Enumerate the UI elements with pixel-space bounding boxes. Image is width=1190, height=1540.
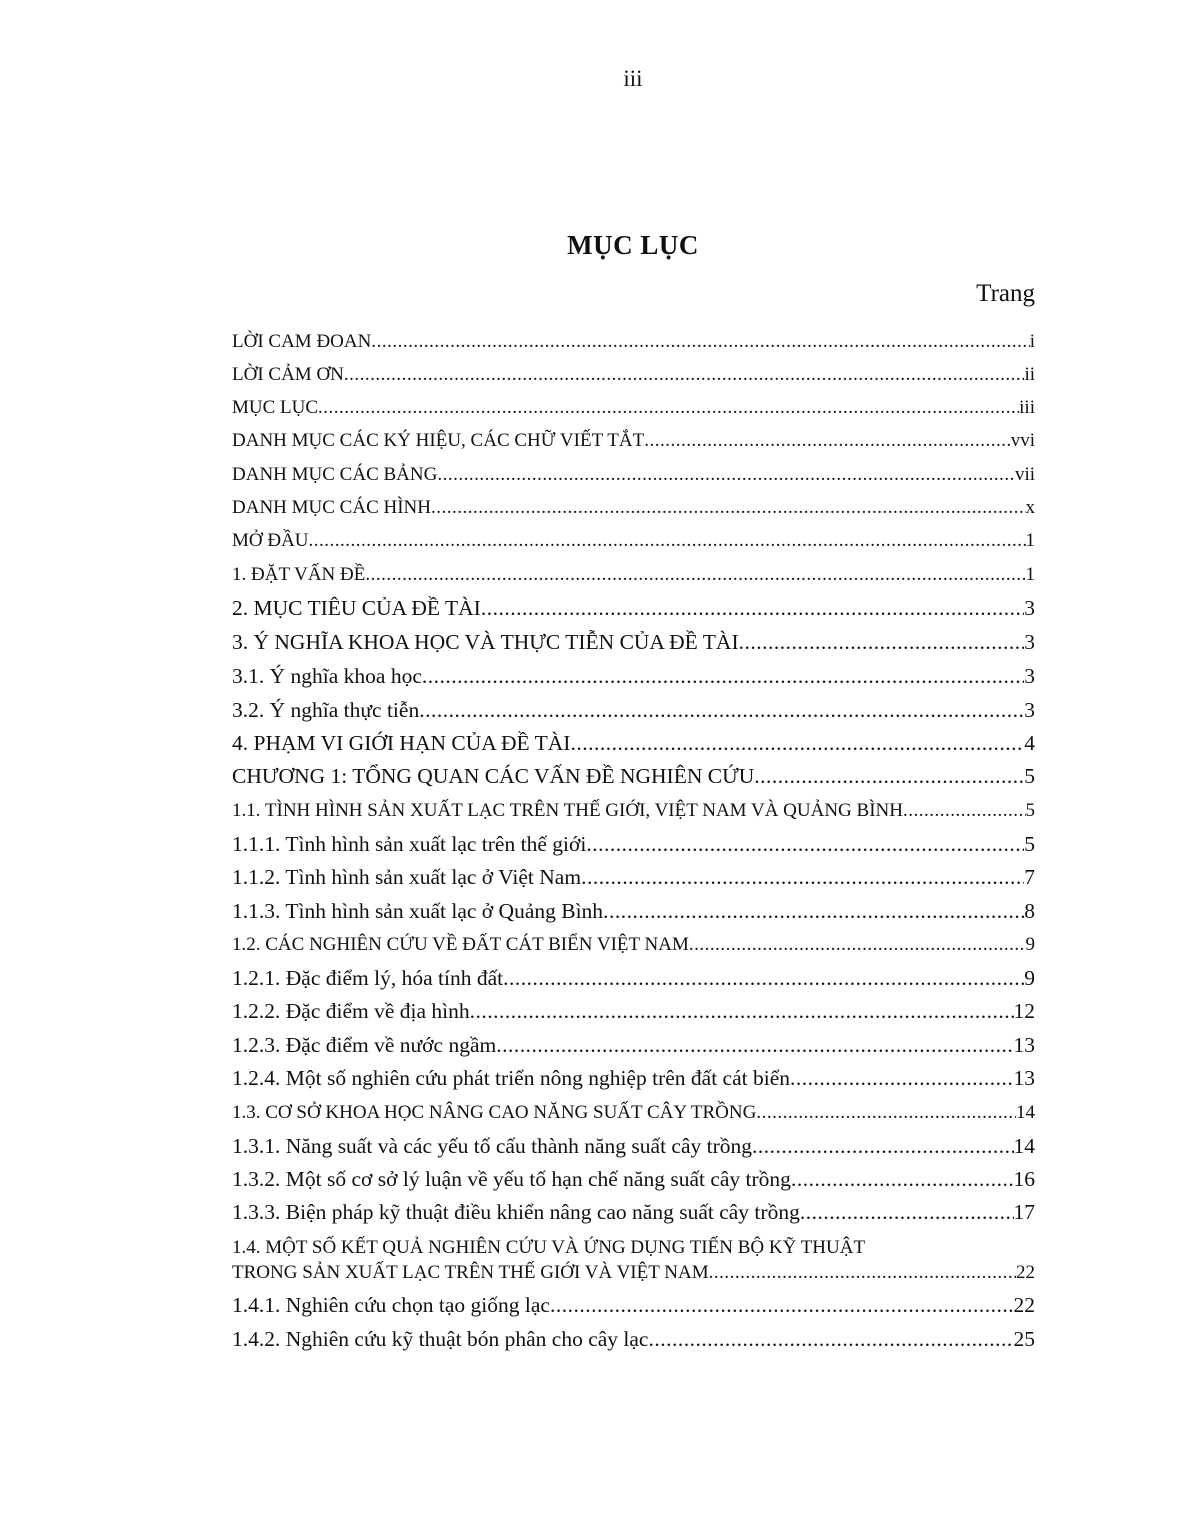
toc-entry-label: DANH MỤC CÁC BẢNG [232, 464, 438, 485]
toc-entry[interactable] [232, 527, 1035, 555]
toc-entry-label: 1.2. CÁC NGHIÊN CỨU VỀ ĐẤT CÁT BIỂN VIỆT NAM [232, 934, 689, 955]
toc-entry-label: 1.2.2. Đặc điểm về địa hình [232, 999, 470, 1023]
toc-entry[interactable] [232, 931, 1035, 959]
toc-entry-label: MỤC LỤC [232, 397, 319, 418]
toc-entry-label: DANH MỤC CÁC HÌNH [232, 497, 431, 518]
toc-entry[interactable] [232, 696, 1035, 724]
toc-entry[interactable] [232, 1165, 1035, 1193]
toc-dot-leader [603, 897, 1024, 925]
toc-entry-page: 9 [1025, 934, 1035, 955]
toc-entry-label: 1.3.2. Một số cơ sở lý luận về yếu tố hạn chế năng suất cây trồng [232, 1167, 791, 1191]
toc-entry-page: vvi [1010, 430, 1035, 451]
toc-entry-label: 1.2.4. Một số nghiên cứu phát triển nông nghiệp trên đất cát biển [232, 1066, 790, 1090]
toc-entry[interactable] [232, 662, 1035, 690]
toc-entry[interactable] [232, 1198, 1035, 1226]
toc-entry[interactable] [232, 361, 1035, 389]
toc-entry-page: 25 [1013, 1327, 1035, 1351]
toc-entry[interactable] [232, 461, 1035, 489]
toc-entry-label: 1.1.3. Tình hình sản xuất lạc ở Quảng Bình [232, 899, 604, 923]
toc-entry-label: 1. ĐẶT VẤN ĐỀ [232, 564, 366, 585]
toc-entry[interactable] [232, 762, 1035, 790]
toc-entry-label: 1.4. MỘT SỐ KẾT QUẢ NGHIÊN CỨU VÀ ỨNG DỤNG TIẾN BỘ KỸ THUẬT [232, 1237, 866, 1258]
toc-entry-label: 1.1. TÌNH HÌNH SẢN XUẤT LẠC TRÊN THẾ GIỚI, VIỆT NAM VÀ QUẢNG BÌNH [232, 800, 903, 821]
toc-dot-leader [365, 561, 1025, 589]
toc-dot-leader [481, 594, 1024, 622]
toc-dot-leader [800, 1198, 1014, 1226]
toc-entry-page: 16 [1013, 1167, 1035, 1191]
toc-dot-leader [644, 427, 1011, 455]
toc-entry-label: 1.3.3. Biện pháp kỹ thuật điều khiển nâng cao năng suất cây trồng [232, 1200, 800, 1224]
toc-entry[interactable] [232, 394, 1035, 422]
toc-entry-page: 1 [1025, 530, 1035, 551]
toc-dot-leader [419, 696, 1024, 724]
toc-entry[interactable] [232, 830, 1035, 858]
toc-entry-page: 3 [1024, 664, 1035, 688]
toc-entry[interactable] [232, 594, 1035, 622]
toc-entry[interactable] [232, 1291, 1035, 1319]
toc-entry-page: 1 [1025, 564, 1035, 585]
toc-entry-label: 1.2.1. Đặc điểm lý, hóa tính đất [232, 966, 504, 990]
toc-entry[interactable] [232, 797, 1035, 825]
toc-dot-leader [752, 1132, 1013, 1160]
toc-entry-page: 13 [1013, 1066, 1035, 1090]
toc-dot-leader [422, 662, 1024, 690]
toc-dot-leader [318, 394, 1019, 422]
toc-entry[interactable] [232, 964, 1035, 992]
toc-dot-leader [689, 931, 1026, 959]
page-column-label: Trang [976, 280, 1035, 307]
toc-entry-page: ii [1024, 364, 1035, 385]
toc-entry-label: 1.1.1. Tình hình sản xuất lạc trên thế giới [232, 832, 587, 856]
toc-entry-page: 17 [1013, 1200, 1035, 1224]
toc-dot-leader [648, 1325, 1013, 1353]
toc-dot-leader [756, 1099, 1016, 1127]
toc-dot-leader [309, 527, 1026, 555]
toc-entry-label: 3. Ý NGHĨA KHOA HỌC VÀ THỰC TIỄN CỦA ĐỀ TÀI [232, 630, 739, 654]
toc-entry-page: 5 [1024, 764, 1035, 788]
toc-entry-page: iii [1019, 397, 1035, 418]
toc-entry-label: 1.3. CƠ SỞ KHOA HỌC NÂNG CAO NĂNG SUẤT CÂY TRỒNG [232, 1102, 757, 1123]
toc-entry[interactable] [232, 897, 1035, 925]
toc-entry[interactable] [232, 628, 1035, 656]
toc-entry-line [232, 1260, 1035, 1285]
toc-entry[interactable] [232, 1064, 1035, 1092]
toc-dot-leader [503, 964, 1024, 992]
toc-entry[interactable] [232, 729, 1035, 757]
toc-dot-leader [581, 863, 1024, 891]
toc-entry-page: 13 [1013, 1033, 1035, 1057]
toc-entry-label: 1.3.1. Năng suất và các yếu tố cấu thành năng suất cây trồng [232, 1134, 753, 1158]
toc-entry-page: i [1029, 331, 1035, 352]
toc-entry-page: 12 [1013, 999, 1035, 1023]
toc-entry-label: MỞ ĐẦU [232, 530, 309, 551]
toc-entry-label: 1.4.2. Nghiên cứu kỹ thuật bón phân cho cây lạc [232, 1327, 649, 1351]
toc-entry-label: LỜI CẢM ƠN [232, 364, 344, 385]
toc-dot-leader [739, 628, 1025, 656]
toc-entry-page: 22 [1013, 1293, 1035, 1317]
toc-entry[interactable] [232, 427, 1035, 455]
toc-entry[interactable] [232, 328, 1035, 356]
toc-dot-leader [790, 1064, 1014, 1092]
toc-entry-page: 22 [1016, 1262, 1035, 1283]
toc-entry[interactable] [232, 997, 1035, 1025]
toc-entry-page: x [1025, 497, 1035, 518]
toc-dot-leader [550, 1291, 1014, 1319]
toc-dot-leader [754, 762, 1024, 790]
toc-entry[interactable] [232, 863, 1035, 891]
toc-entry-label: LỜI CAM ĐOAN [232, 331, 372, 352]
toc-entry-label: 1.1.2. Tình hình sản xuất lạc ở Việt Nam [232, 865, 582, 889]
toc-entry-page: 8 [1024, 899, 1035, 923]
toc-dot-leader [496, 1031, 1013, 1059]
toc-entry-label: 3.2. Ý nghĩa thực tiễn [232, 698, 420, 722]
toc-entry[interactable] [232, 1235, 1035, 1285]
toc-entry[interactable] [232, 1132, 1035, 1160]
toc-dot-leader [437, 461, 1015, 489]
toc-dot-leader [570, 729, 1024, 757]
toc-entry-page: vii [1014, 464, 1035, 485]
toc-entry[interactable] [232, 561, 1035, 589]
page-number: iii [623, 66, 643, 91]
toc-entry-label: CHƯƠNG 1: TỔNG QUAN CÁC VẤN ĐỀ NGHIÊN CỨU [232, 764, 755, 788]
page-title: MỤC LỤC [567, 230, 699, 260]
toc-entry-label: 4. PHẠM VI GIỚI HẠN CỦA ĐỀ TÀI [232, 731, 571, 755]
toc-entry-page: 9 [1024, 966, 1035, 990]
toc-entry-page: 14 [1016, 1102, 1035, 1123]
toc-dot-leader [903, 797, 1026, 825]
toc-dot-leader [431, 494, 1026, 522]
toc-entry-page: 3 [1024, 698, 1035, 722]
toc-entry[interactable] [232, 1099, 1035, 1127]
toc-entry[interactable] [232, 494, 1035, 522]
toc-entry-page: 7 [1024, 865, 1035, 889]
toc-entry-label: 1.4.1. Nghiên cứu chọn tạo giống lạc [232, 1293, 550, 1317]
toc-entry-page: 4 [1024, 731, 1035, 755]
toc-entry[interactable] [232, 1325, 1035, 1353]
toc-dot-leader [470, 997, 1014, 1025]
toc-dot-leader [791, 1165, 1014, 1193]
toc-dot-leader [344, 361, 1025, 389]
toc-entry-page: 3 [1024, 630, 1035, 654]
toc-entry-label: 2. MỤC TIÊU CỦA ĐỀ TÀI [232, 596, 481, 620]
toc-entry-label: DANH MỤC CÁC KÝ HIỆU, CÁC CHỮ VIẾT TẮT [232, 430, 645, 451]
toc-entry-label: 1.2.3. Đặc điểm về nước ngầm [232, 1033, 497, 1057]
toc-entry-page: 5 [1024, 832, 1035, 856]
toc-entry-page: 3 [1024, 596, 1035, 620]
toc-entry-label: 3.1. Ý nghĩa khoa học [232, 664, 422, 688]
toc-entry-label: TRONG SẢN XUẤT LẠC TRÊN THẾ GIỚI VÀ VIỆT NAM [232, 1262, 709, 1283]
toc-dot-leader [371, 328, 1029, 356]
toc-entry[interactable] [232, 1031, 1035, 1059]
toc-entry-page: 5 [1025, 800, 1035, 821]
toc-dot-leader [586, 830, 1024, 858]
toc-dot-leader [709, 1260, 1016, 1285]
toc-entry-page: 14 [1013, 1134, 1035, 1158]
